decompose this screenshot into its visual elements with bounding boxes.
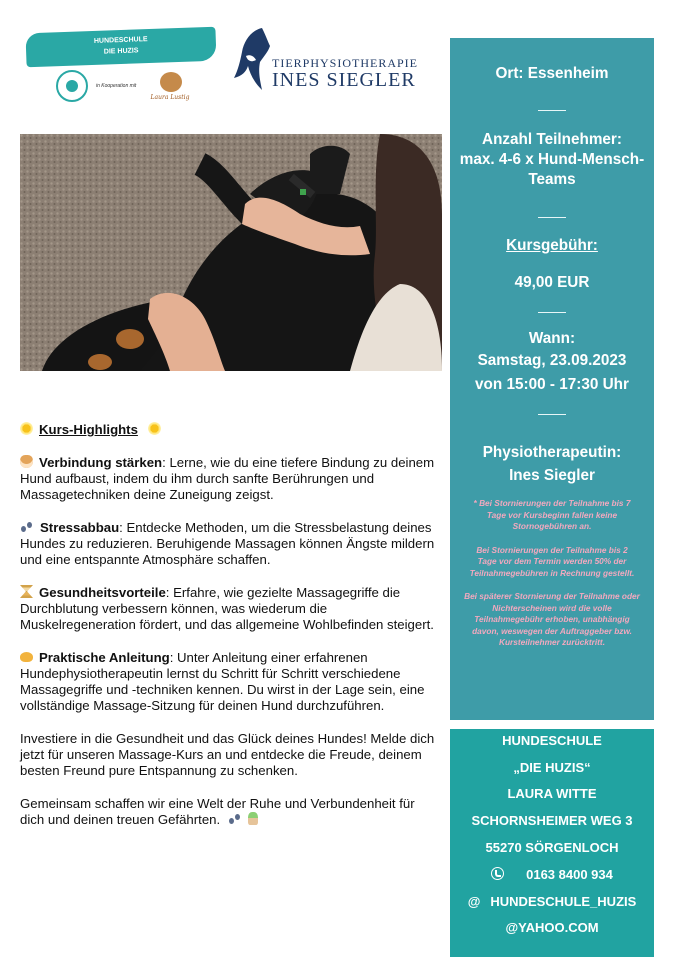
date-label: Wann: bbox=[528, 330, 576, 347]
time-value: von 15:00 - 17:30 Uhr bbox=[475, 376, 629, 393]
physio-name: Ines Siegler bbox=[509, 467, 595, 484]
closing-sentence: Gemeinsam schaffen wir eine Welt der Ruhe und Verbundenheit für dich und deinen treuen Gefährten. bbox=[20, 796, 415, 827]
sun-icon bbox=[20, 422, 33, 435]
divider bbox=[538, 110, 566, 111]
dog-massage-photo bbox=[20, 134, 442, 371]
potted-plant-icon bbox=[248, 812, 258, 825]
highlight-title: Stressabbau bbox=[40, 520, 120, 535]
contact-school: HUNDESCHULE bbox=[502, 733, 602, 748]
highlight-text: : Entdecke Methoden, um die Stressbelastung deines Hundes zu reduzieren. Beruhigende Massagen können Ängste mildern und eine entspannte Atmosphäre schaffen. bbox=[20, 520, 435, 567]
contact-panel bbox=[450, 729, 654, 957]
contact-person: LAURA WITTE bbox=[507, 786, 597, 801]
highlight-text: : Lerne, wie du eine tiefere Bindung zu deinem Hund aufbaust, indem du ihm durch sanfte Berührungen und Massagetechniken deine Zuneigung zeigst. bbox=[20, 455, 435, 502]
open-hands-icon bbox=[20, 652, 33, 662]
hundeschule-huzis-logo bbox=[20, 28, 220, 108]
location: Ort: Essenheim bbox=[495, 65, 609, 82]
highlight-title: Praktische Anleitung bbox=[39, 650, 170, 665]
ines-logo-line1: TIERPHYSIOTHERAPIE bbox=[272, 56, 418, 70]
highlight-item bbox=[20, 520, 440, 568]
highlight-text: : Unter Anleitung einer erfahrenen Hundephysiotherapeutin lernst du Schritt für Schritt verschiedene Massagegriffe und -techniken kennen. Du wirst in der Lage sein, eine vollständige Massage-Sitzung für deinen Hund durchzuführen. bbox=[20, 650, 425, 713]
hourglass-icon bbox=[20, 585, 33, 598]
whatsapp-phone-icon bbox=[491, 867, 504, 880]
at-icon: @ bbox=[467, 894, 481, 909]
paw-prints-icon bbox=[228, 813, 242, 825]
course-info-panel bbox=[450, 38, 654, 720]
contact-city: 55270 SÖRGENLOCH bbox=[485, 840, 619, 855]
divider bbox=[538, 414, 566, 415]
ines-logo-line2: INES SIEGLER bbox=[272, 69, 416, 91]
divider bbox=[538, 217, 566, 218]
highlight-item bbox=[20, 585, 440, 633]
date-value: Samstag, 23.09.2023 bbox=[477, 352, 627, 369]
course-description bbox=[20, 422, 440, 845]
laura-lustig-text: Laura Lustig bbox=[150, 94, 190, 101]
participants-value: max. 4-6 x Hund-Mensch-Teams bbox=[459, 151, 645, 188]
huzis-banner-line2: DIE HUZIS bbox=[103, 47, 139, 56]
fee-value: 49,00 EUR bbox=[514, 274, 590, 291]
contact-email-row bbox=[450, 894, 654, 909]
contact-email-part1[interactable]: HUNDESCHULE_HUZIS bbox=[490, 894, 637, 909]
sun-icon bbox=[148, 422, 161, 435]
participants-label: Anzahl Teilnehmer: bbox=[482, 131, 622, 148]
huzis-banner bbox=[25, 27, 216, 68]
highlight-text: : Erfahre, wie gezielte Massagegriffe die Durchblutung verbessern können, was wiederum die Muskelregeneration fördert, und das allgemeine Wohlbefinden steigert. bbox=[20, 585, 434, 632]
dog-cat-face-icon bbox=[160, 72, 182, 92]
closing-text bbox=[20, 796, 440, 828]
horse-dog-silhouette-icon bbox=[232, 26, 272, 92]
contact-phone[interactable]: 0163 8400 934 bbox=[526, 867, 613, 882]
highlights-heading bbox=[20, 422, 440, 438]
kooperation-text: in Kooperation mit bbox=[96, 83, 137, 89]
highlight-item bbox=[20, 455, 440, 503]
huzis-banner-line1: HUNDESCHULE bbox=[93, 36, 148, 45]
paw-prints-icon bbox=[20, 521, 34, 533]
contact-school-name: „DIE HUZIS“ bbox=[513, 760, 591, 775]
contact-phone-row bbox=[450, 867, 654, 882]
contact-email-part2[interactable]: @YAHOO.COM bbox=[505, 920, 599, 935]
contact-street: SCHORNSHEIMER WEG 3 bbox=[471, 813, 633, 828]
paw-badge-icon bbox=[56, 70, 88, 102]
dog-face-icon bbox=[20, 455, 33, 468]
laura-lustig-logo bbox=[150, 72, 190, 106]
tierphysiotherapie-logo bbox=[232, 26, 428, 96]
cancellation-note-2: Bei Stornierungen der Teilnahme bis 2 Tage vor dem Termin werden 50% der Teilnahmegebühren in Rechnung gestellt. bbox=[469, 544, 635, 578]
fee-label: Kursgebühr: bbox=[506, 237, 598, 254]
call-to-action: Investiere in die Gesundheit und das Glück deines Hundes! Melde dich jetzt für unseren Massage-Kurs an und entdecke die Freude, deinem besten Freund pure Entspannung zu schenken. bbox=[20, 731, 435, 778]
highlight-item bbox=[20, 650, 440, 714]
physio-label: Physiotherapeutin: bbox=[482, 444, 622, 461]
highlight-title: Verbindung stärken bbox=[39, 455, 163, 470]
cancellation-note-3: Bei späterer Stornierung der Teilnahme oder Nichterscheinen wird die volle Teilnahmegebühr erhoben, unabhängig davon, weswegen der Auftraggeber bzw. Kursteilnehmer zurücktritt. bbox=[464, 591, 640, 647]
divider bbox=[538, 312, 566, 313]
highlights-title: Kurs-Highlights bbox=[39, 422, 138, 437]
cancellation-note-1: * Bei Stornierungen der Teilnahme bis 7 Tage vor Kursbeginn fallen keine Stornogebühren an. bbox=[473, 498, 631, 531]
highlight-title: Gesundheitsvorteile bbox=[39, 585, 166, 600]
